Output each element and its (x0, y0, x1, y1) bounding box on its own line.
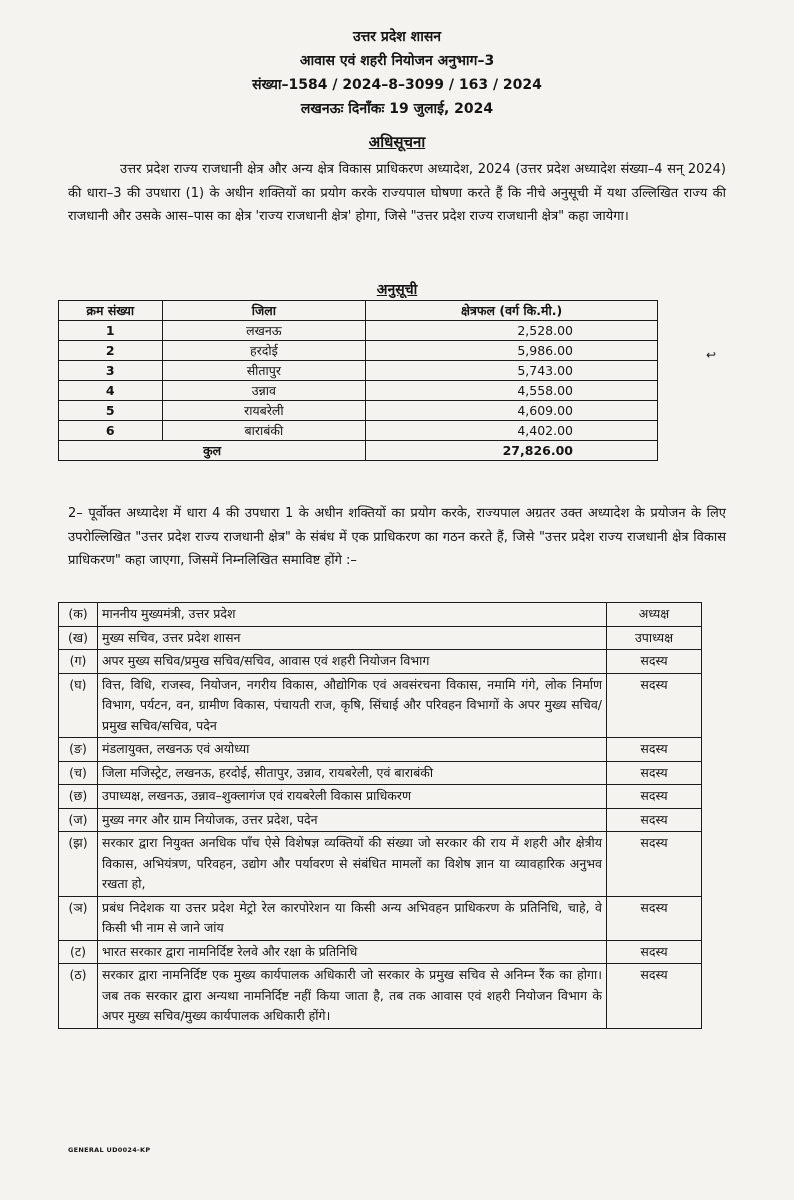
serial-cell: 3 (59, 361, 163, 381)
member-description: जिला मजिस्ट्रेट, लखनऊ, हरदोई, सीतापुर, उन्नाव, रायबरेली, एवं बाराबंकी (98, 761, 607, 785)
table-row (59, 738, 702, 762)
area-cell: 4,609.00 (366, 401, 658, 421)
table-row (59, 785, 702, 809)
notification-title: अधिसूचना (368, 133, 426, 151)
member-role: अध्यक्ष (607, 603, 702, 627)
table-row (59, 832, 702, 897)
member-description: प्रबंध निदेशक या उत्तर प्रदेश मेट्रो रेल कारपोरेशन या किसी अन्य अभिवहन प्राधिकरण के प्रतिनिधि, चाहे, वे किसी भी नाम से जाने जांय (98, 896, 607, 940)
member-role: सदस्य (607, 785, 702, 809)
serial-cell: 4 (59, 381, 163, 401)
member-code: (झ) (59, 832, 98, 897)
member-description: सरकार द्वारा नामनिर्दिष्ट एक मुख्य कार्यपालक अधिकारी जो सरकार के प्रमुख सचिव से अनिम्न रैंक का होगा। जब तक सरकार द्वारा अन्यथा नामनिर्दिष्ट नहीं किया जाता है, तब तक आवास एवं शहरी नियोजन विभाग के अपर मुख्य सचिव/मुख्य कार्यपालक अधिकारी होंगे। (98, 964, 607, 1029)
member-role: सदस्य (607, 761, 702, 785)
member-code: (च) (59, 761, 98, 785)
district-cell: लखनऊ (162, 321, 366, 341)
area-cell: 2,528.00 (366, 321, 658, 341)
member-description: मुख्य नगर और ग्राम नियोजक, उत्तर प्रदेश, पदेन (98, 808, 607, 832)
column-header-area: क्षेत्रफल (वर्ग कि.मी.) (366, 301, 658, 321)
member-code: (ख) (59, 626, 98, 650)
schedule-title: अनुसूची (376, 282, 418, 298)
district-cell: हरदोई (162, 341, 366, 361)
member-role: सदस्य (607, 940, 702, 964)
member-description: माननीय मुख्यमंत्री, उत्तर प्रदेश (98, 603, 607, 627)
district-cell: बाराबंकी (162, 421, 366, 441)
table-row (59, 761, 702, 785)
total-value: 27,826.00 (366, 441, 658, 461)
member-code: (ट) (59, 940, 98, 964)
table-row (59, 361, 658, 381)
table-row (59, 381, 658, 401)
serial-cell: 5 (59, 401, 163, 421)
member-role: सदस्य (607, 832, 702, 897)
pen-mark: ↩ (706, 348, 717, 362)
paragraph-1: उत्तर प्रदेश राज्य राजधानी क्षेत्र और अन्य क्षेत्र विकास प्राधिकरण अध्यादेश, 2024 (उत्तर प्रदेश अध्यादेश संख्या–4 सन् 2024) की धारा–3 की उपधारा (1) के अधीन शक्तियों का प्रयोग करके राज्यपाल घोषणा करते हैं कि नीचे अनुसूची में यथा उल्लिखित राज्य की राजधानी और उसके आस–पास का क्षेत्र 'राज्य राजधानी क्षेत्र' होगा, जिसे "उत्तर प्रदेश राज्य राजधानी क्षेत्र" कहा जायेगा। (68, 162, 726, 224)
table-row (59, 940, 702, 964)
table-row (59, 896, 702, 940)
member-role: सदस्य (607, 964, 702, 1029)
member-role: सदस्य (607, 896, 702, 940)
schedule-header-row (59, 301, 658, 321)
district-cell: रायबरेली (162, 401, 366, 421)
column-header-district: जिला (162, 301, 366, 321)
paragraph-2: 2– पूर्वोक्त अध्यादेश में धारा 4 की उपधारा 1 के अधीन शक्तियों का प्रयोग करके, राज्यपाल अग्रतर उक्त अध्यादेश के प्रयोजन के लिए उपरोल्लिखित "उत्तर प्रदेश राज्य राजधानी क्षेत्र" के संबंध में एक प्राधिकरण का गठन करते हैं, जिसे "उत्तर प्रदेश राज्य राजधानी क्षेत्र विकास प्राधिकरण" कहा जाएगा, जिसमें निम्नलिखित समाविष्ट होंगे :– (68, 506, 726, 568)
member-role: सदस्य (607, 808, 702, 832)
table-row (59, 650, 702, 674)
total-row (59, 441, 658, 461)
member-description: उपाध्यक्ष, लखनऊ, उन्नाव–शुक्लागंज एवं रायबरेली विकास प्राधिकरण (98, 785, 607, 809)
table-row (59, 626, 702, 650)
table-row (59, 421, 658, 441)
serial-cell: 1 (59, 321, 163, 341)
table-row (59, 603, 702, 627)
area-cell: 5,743.00 (366, 361, 658, 381)
table-row (59, 341, 658, 361)
member-code: (ङ) (59, 738, 98, 762)
member-description: सरकार द्वारा नियुक्त अनधिक पाँच ऐसे विशेषज्ञ व्यक्तियों की संख्या जो सरकार की राय में शहरी और क्षेत्रीय विकास, अभियंत्रण, परिवहन, उद्योग और पर्यावरण से संबंधित मामलों का विशेष ज्ञान या व्यावहारिक अनुभव रखता हो, (98, 832, 607, 897)
member-description: मुख्य सचिव, उत्तर प्रदेश शासन (98, 626, 607, 650)
header-department: आवास एवं शहरी नियोजन अनुभाग–3 (299, 53, 495, 69)
serial-cell: 6 (59, 421, 163, 441)
header-government: उत्तर प्रदेश शासन (352, 29, 442, 45)
area-cell: 5,986.00 (366, 341, 658, 361)
member-code: (ज) (59, 808, 98, 832)
serial-cell: 2 (59, 341, 163, 361)
member-code: (ठ) (59, 964, 98, 1029)
member-code: (क) (59, 603, 98, 627)
member-description: वित्त, विधि, राजस्व, नियोजन, नगरीय विकास, औद्योगिक एवं अवसंरचना विकास, नमामि गंगे, लोक निर्माण विभाग, पर्यटन, वन, ग्रामीण विकास, पंचायती राज, कृषि, सिंचाई और परिवहन विभागों के अपर मुख्य सचिव/प्रमुख सचिव/सचिव, पदेन (98, 673, 607, 738)
total-label: कुल (59, 441, 366, 461)
member-role: सदस्य (607, 673, 702, 738)
member-code: (छ) (59, 785, 98, 809)
member-role: सदस्य (607, 650, 702, 674)
table-row (59, 673, 702, 738)
district-cell: सीतापुर (162, 361, 366, 381)
header-date: लखनऊः दिनाँकः 19 जुलाई, 2024 (300, 101, 494, 117)
member-role: सदस्य (607, 738, 702, 762)
footer-print-code: GENERAL UD0024-KP (68, 1146, 151, 1154)
table-row (59, 321, 658, 341)
table-row (59, 808, 702, 832)
table-row (59, 964, 702, 1029)
member-code: (ग) (59, 650, 98, 674)
member-code: (घ) (59, 673, 98, 738)
member-role: उपाध्यक्ष (607, 626, 702, 650)
schedule-table (58, 300, 658, 461)
member-description: मंडलायुक्त, लखनऊ एवं अयोध्या (98, 738, 607, 762)
members-table (58, 602, 702, 1029)
area-cell: 4,402.00 (366, 421, 658, 441)
column-header-serial: क्रम संख्या (59, 301, 163, 321)
header-reference-number: संख्या–1584 / 2024–8–3099 / 163 / 2024 (252, 77, 542, 93)
member-description: भारत सरकार द्वारा नामनिर्दिष्ट रेलवे और रक्षा के प्रतिनिधि (98, 940, 607, 964)
member-code: (ञ) (59, 896, 98, 940)
area-cell: 4,558.00 (366, 381, 658, 401)
member-description: अपर मुख्य सचिव/प्रमुख सचिव/सचिव, आवास एवं शहरी नियोजन विभाग (98, 650, 607, 674)
district-cell: उन्नाव (162, 381, 366, 401)
table-row (59, 401, 658, 421)
